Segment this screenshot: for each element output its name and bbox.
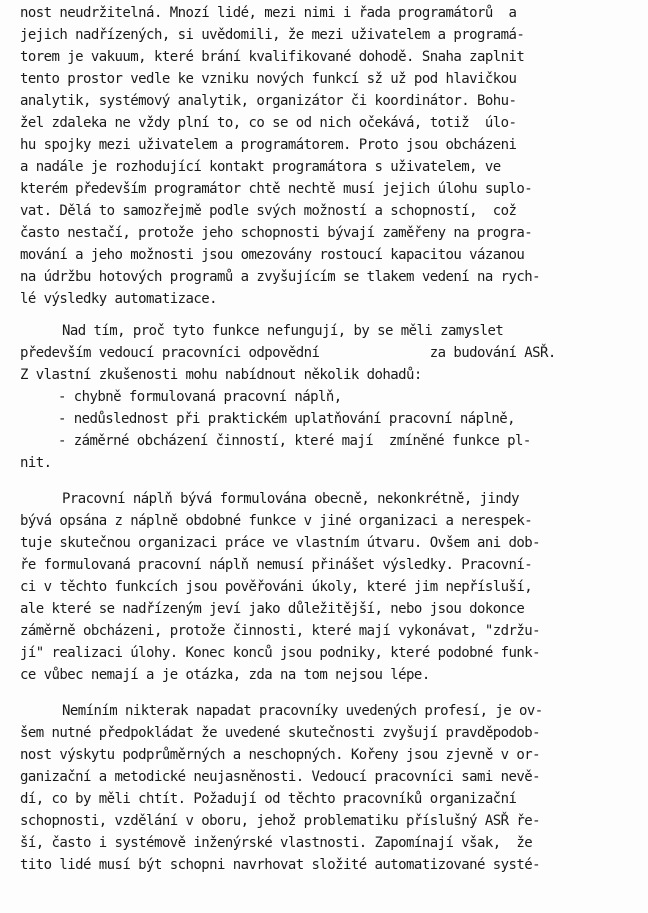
text-line: Pracovní náplň bývá formulována obecně, nekonkrétně, jindy (62, 491, 519, 507)
text-line: nost výskytu podprůměrných a neschopných. Kořeny jsou zjevně v or- (20, 747, 540, 763)
text-line: žel zdaleka ne vždy plní to, co se od nich očekává, totiž úlo- (20, 115, 517, 131)
text-line: Nemíním nikterak napadat pracovníky uvedených profesí, je ov- (62, 703, 543, 719)
text-line: jí" realizaci úlohy. Konec konců jsou podniky, které podobné funk- (20, 645, 540, 661)
text-line: Z vlastní zkušenosti mohu nabídnout několik dohadů: (20, 367, 422, 383)
text-line: často nestačí, protože jeho schopnosti bývají zaměřeny na progra- (20, 225, 533, 241)
text-line: tito lidé musí být schopni navrhovat složité automatizované systé- (20, 857, 540, 873)
text-line: nost neudržitelná. Mnozí lidé, mezi nimi i řada programátorů a (20, 5, 517, 21)
text-line: analytik, systémový analytik, organizátor či koordinátor. Bohu- (20, 93, 517, 109)
text-line: a nadále je rozhodující kontakt programátora s uživatelem, ve (20, 159, 501, 175)
text-line: tento prostor vedle ke vzniku nových funkcí sž už pod hlavičkou (20, 71, 517, 87)
text-line: kterém především programátor chtě nechtě musí jejich úlohu suplo- (20, 181, 533, 197)
text-line: záměrně obcházeni, protože činnosti, které mají vykonávat, "zdržu- (20, 623, 540, 639)
text-line: šem nutné předpokládat že uvedené skutečnosti zvyšují pravděpodob- (20, 725, 540, 741)
list-item: - záměrné obcházení činností, které mají zmíněné funkce pl- (58, 433, 531, 449)
text-line: ale které se nadřízeným jeví jako důležitější, nebo jsou dokonce (20, 601, 525, 617)
text-line: torem je vakuum, které brání kvalifikované dohodě. Snaha zaplnit (20, 49, 525, 65)
list-item: - chybně formulovaná pracovní náplň, (58, 389, 342, 405)
text-line: vat. Dělá to samozřejmě podle svých možností a schopností, což (20, 203, 517, 219)
text-line: tuje skutečnou organizaci práce ve vlastním útvaru. Ovšem ani dob- (20, 535, 540, 551)
text-line: lé výsledky automatizace. (20, 291, 217, 307)
text-line: hu spojky mezi uživatelem a programátorem. Proto jsou obcházeni (20, 137, 517, 153)
text-line: ce vůbec nemají a je otázka, zda na tom nejsou lépe. (20, 667, 430, 683)
text-line: Nad tím, proč tyto funkce nefungují, by se měli zamyslet (62, 323, 504, 339)
text-line: především vedoucí pracovníci odpovědní za budování ASŘ. (20, 345, 556, 361)
text-line: bývá opsána z náplně obdobné funkce v jiné organizaci a nerespek- (20, 513, 533, 529)
list-item: - nedůslednost při praktickém uplatňování pracovní náplně, (58, 411, 515, 427)
text-line: nit. (20, 455, 52, 471)
text-line: ci v těchto funkcích jsou pověřováni úkoly, které jim nepřísluší, (20, 579, 533, 595)
text-line: na údržbu hotových programů a zvyšujícím se tlakem vedení na rych- (20, 269, 540, 285)
text-line: ší, často i systémově inženýrské vlastnosti. Zapomínají však, že (20, 835, 533, 851)
text-line: dí, co by měli chtít. Požadují od těchto pracovníků organizační (20, 791, 517, 807)
text-line: mování a jeho možnosti jsou omezovány rostoucí kapacitou vázanou (20, 247, 525, 263)
text-line: ganizační a metodické neujasněnosti. Vedoucí pracovníci sami nevě- (20, 769, 540, 785)
text-line: jejich nadřízených, si uvědomili, že mezi uživatelem a programá- (20, 27, 525, 43)
text-line: schopnosti, vzdělání v oboru, jehož problematiku příslušný ASŘ ře- (20, 813, 540, 829)
text-line: ře formulovaná pracovní náplň nemusí přinášet výsledky. Pracovní- (20, 557, 533, 573)
